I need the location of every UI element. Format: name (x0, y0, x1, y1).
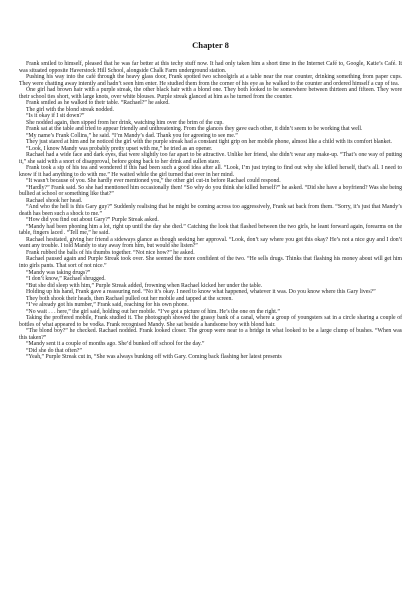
paragraph: Frank smiled to himself, pleased that he was far better at this techy stuff now. It had only taken him a short time in the Internet Café to, Google, Katie’s Café. It was situated opposite Haverstock Hill School, alongside Chalk Farm underground station. (19, 61, 402, 74)
paragraph: Pushing his way into the café through the heavy glass door, Frank spotted two schoolgirls at a table near the rear counter, drinking something from paper cups. They were chatting away intently and hadn’t seen him enter. He studied them from the corner of his eye as he walked to the counter and ordered himself a cup of tea. (19, 74, 402, 87)
paragraph: “Mandy was taking drugs?” (26, 269, 91, 276)
paragraph: Frank rubbed the balls of his thumbs together. “Not nice how?” he asked. (26, 249, 195, 256)
paragraph: “Hardly?” Frank said. So she had mentioned him occasionally then! “So why do you think she killed herself?” he asked. “Did she have a boyfriend? Was she being bullied at school or something like that?” (19, 184, 402, 198)
paragraph: “How did you find out about Gary?” Purple Streak asked. (26, 217, 159, 224)
paragraph: Frank took a sip of his tea and wondered if this had been such a good idea after all. “Look, I’m just trying to find out why she killed herself, that’s all. I need to know if it had anything to do with me.” He waited while the girl turned that over in her mind. (19, 165, 402, 178)
paragraph: She nodded again, then sipped from her drink, watching him over the brim of the cup. (26, 119, 224, 126)
paragraph: Rachael had a wide face and dark eyes, that were slightly too far apart to be attractive. Unlike her friend, she didn’t wear any make-up. “That’s one way of putting it,” she said with a snort of disapproval, before going back to her drink and sullen stare. (19, 152, 402, 165)
paragraph: One girl had brown hair with a purple streak, the other black hair with a blond one. They both looked to be somewhere between thirteen and fifteen. They wore their school ties short, with large knots, over white blouses. Purple streak glanced at him as he turned from the counter. (19, 87, 402, 100)
paragraph: Holding up his hand, Frank gave a reassuring nod. “No it’s okay. I need to know what happened, whatever it was. Do you know where this Gary lives?” (26, 289, 376, 296)
paragraph: “I’ve already got his number,” Frank said, reaching for his own phone. (26, 302, 189, 309)
paragraph: Rachael shook her head. (26, 197, 83, 204)
paragraph: “I don’t know,” Rachael shrugged. (26, 276, 106, 283)
paragraph: Rachael paused again and Purple Streak took over. She seemed the more confident of the two. “He sells drugs. Thinks that flashing his money about will get him into girls pants. That sort of not nice.” (19, 256, 402, 269)
paragraph: Rachael hesitated, giving her friend a sideways glance as though seeking her approval. “Look, don’t say where you got this okay? He’s not a nice guy and I don’t want any trouble. I told Mandy to stay away from him, but would she listen?” (19, 236, 402, 250)
paragraph: Frank smiled as he walked to their table. “Rachael?” he asked. (26, 100, 170, 107)
paragraph: “And who the hell is this Gary guy?” Suddenly realising that he might be coming across too aggressively, Frank sat back from them. “Sorry, it’s just that Mandy’s death has been such a shock to me.” (19, 204, 402, 217)
paragraph: “Is it okay if I sit down?” (26, 113, 85, 120)
paragraph: The girl with the blond streak nodded. (26, 106, 114, 113)
paragraph: They both shook their heads, then Rachael pulled out her mobile and tapped at the screen. (26, 295, 233, 302)
paragraph: “No wait . . . here,” the girl said, holding out her mobile. “I’ve got a picture of him. He’s the one on the right.” (26, 308, 280, 315)
paragraph: “My name’s Frank Collins,” he said. “I’m Mandy’s dad. Thank you for agreeing to see me.” (26, 132, 238, 139)
paragraph: “It wasn’t because of you. She hardly ever mentioned you,” the other girl cut-in before Rachael could respond. (26, 178, 281, 185)
paragraph: They just stared at him and he noticed the girl with the purple streak had a constant tight grip on her mobile phone, almost like a child with its comfort blanket. (26, 139, 392, 146)
paragraph: Frank sat at the table and tried to appear friendly and unthreatening. From the glances they gave each other, it didn’t seem to be working that well. (26, 126, 363, 133)
paragraph: “But she did sleep with him,” Purple Streak added, frowning when Rachael kicked her under the table. (26, 282, 263, 289)
paragraph: “Mandy had been phoning him a lot, right up until the day she died.” Catching the look that flashed between the two girls, he leant forward again, forearms on the table, fingers laced . “Tell me,” he said. (19, 223, 402, 237)
paragraph: “Look, I know Mandy was probably pretty upset with me,” he tried as an opener. (26, 145, 213, 152)
paragraph: Taking the proffered mobile, Frank studied it. The photograph showed the grassy bank of a canal, where a group of youngsters sat in a circle sharing a couple of bottles of what appeared to be vodka. Frank recognised Mandy. She sat beside a handsome boy with blond hair. (19, 315, 402, 328)
paragraph: “Yeah,” Purple Streak cut in, “She was always bunking off with Gary. Coming back flashing her latest presents (26, 354, 282, 361)
chapter-body (19, 61, 402, 361)
paragraph: “Mandy sent it a couple of months ago. She’d bunked off school for the day.” (26, 341, 205, 348)
chapter-title: Chapter 8 (192, 40, 229, 50)
paragraph: “The blond boy?” he checked. Rachael nodded. Frank looked closer. The group were near to a bridge in what looked to be a large clump of bushes. “When was this taken?” (19, 328, 402, 341)
paragraph: “Did she do that often?” (26, 347, 82, 354)
